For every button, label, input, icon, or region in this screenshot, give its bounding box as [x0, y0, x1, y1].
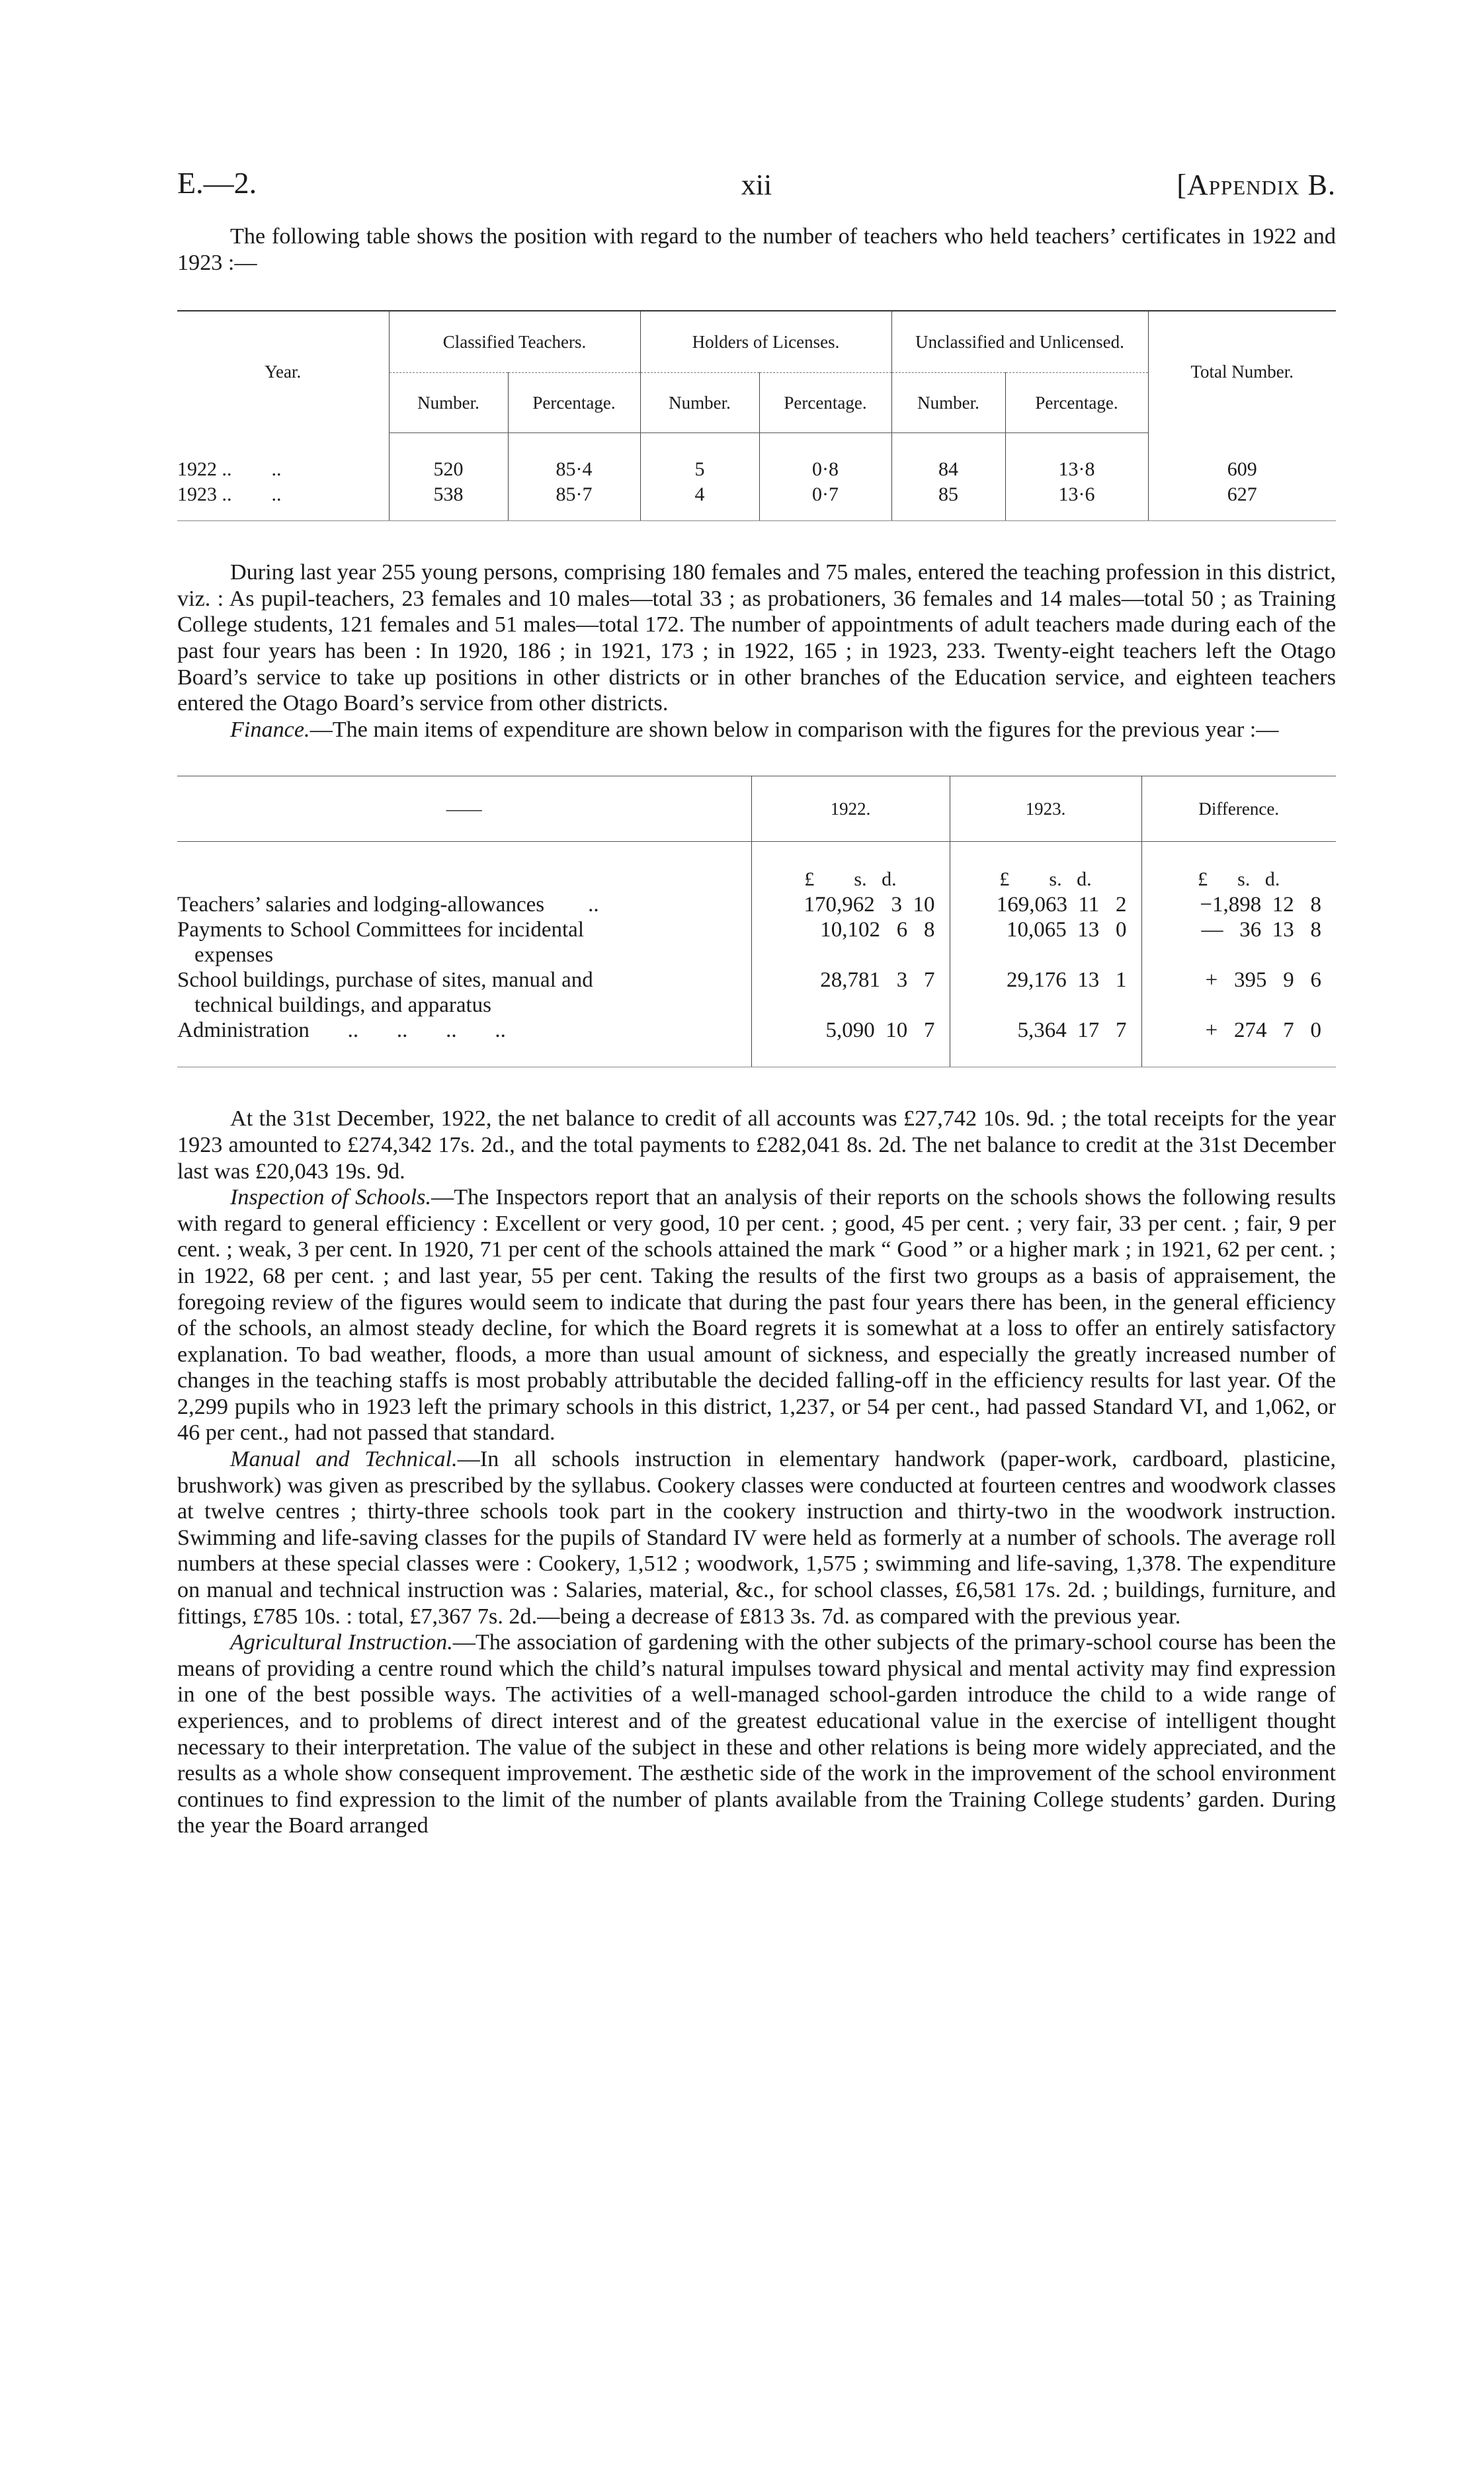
cell-unclassified-percentage: 13·8 [1005, 433, 1148, 483]
col-1923-header: 1923. [950, 776, 1141, 842]
cell-difference: — 36 13 8 [1141, 917, 1336, 967]
col-classified-header: Classified Teachers. [389, 311, 640, 373]
page-header [177, 165, 1336, 218]
table-row [177, 1018, 1336, 1067]
cell-difference: −1,898 12 8 [1141, 892, 1336, 917]
unit-1923: £ s. d. [950, 842, 1141, 893]
inspection-heading: Inspection of Schools. [230, 1185, 432, 1210]
cell-difference: + 274 7 0 [1141, 1018, 1336, 1067]
row-item: Administration .. .. .. .. [177, 1018, 751, 1067]
cell-unclassified-number: 84 [891, 433, 1005, 483]
unit-difference: £ s. d. [1141, 842, 1336, 893]
finance-intro [177, 717, 1336, 743]
cell-total: 609 [1148, 433, 1336, 483]
cell-classified-percentage: 85·4 [508, 433, 640, 483]
agricultural-heading: Agricultural Instruction. [230, 1630, 453, 1655]
sub-percentage-header: Percentage. [508, 373, 640, 433]
cell-total: 627 [1148, 482, 1336, 521]
diff-sign: — [1201, 918, 1223, 942]
header-appendix: [Appendix B. [1176, 169, 1336, 201]
sub-percentage-header: Percentage. [1005, 373, 1148, 433]
manual-heading: Manual and Technical. [230, 1447, 458, 1472]
row-year: 1922 .. .. [177, 458, 282, 480]
row-year: 1923 .. .. [177, 482, 389, 521]
cell-holders-number: 5 [640, 433, 759, 483]
cell-1923: 10,065 13 0 [950, 917, 1141, 967]
col-total-header: Total Number. [1148, 311, 1336, 433]
col-unclassified-header: Unclassified and Unlicensed. [891, 311, 1148, 373]
units-row [177, 842, 1336, 893]
col-1922-header: 1922. [751, 776, 950, 842]
diff-sign: + [1205, 968, 1218, 993]
inspection-paragraph: Inspection of Schools.—The Inspectors report that an analysis of their reports on the schools shows the following results with regard to general efficiency : Excellent or very good, 10 per cent. ; good, 45 per cent. ; very fair, 33 per cent. ; fair, 9 per cent. ; weak, 3 per cent. In 1920, 71 per cent of the schools attained the mark “ Good ” or a higher mark ; in 1921, 62 per cent. ; in 1922, 68 per cent. ; and last year, 55 per cent. Taking the results of the first two groups as a basis of appraisement, the foregoing review of the figures would seem to indicate that during the past four years there has been, in the general efficiency of the schools, an almost steady decline, for which the Board regrets it is somewhat at a loss to offer an entirely satisfactory explanation. To bad weather, floods, a more than usual amount of sickness, and especially the greatly increased number of changes in the teaching staffs is most probably attributable the decided falling-off in the efficiency results for last year. Of the 2,299 pupils who in 1923 left the primary schools in this district, 1,237, or 54 per cent., had passed Standard VI, and 1,062, or 46 per cent., had not passed that standard. [177, 1185, 1336, 1446]
table-row [177, 967, 1336, 1018]
teachers-table [177, 310, 1336, 521]
cell-classified-percentage: 85·7 [508, 482, 640, 521]
page-number: xii [741, 169, 772, 201]
document-page [177, 165, 1336, 1839]
row-item: Payments to School Committees for incidental expenses [177, 918, 584, 967]
diff-sign: − [1200, 893, 1212, 917]
finance-heading: Finance. [230, 717, 310, 742]
cell-holders-number: 4 [640, 482, 759, 521]
teachers-paragraph: During last year 255 young persons, comprising 180 females and 75 males, entered the teaching profession in this district, viz. : As pupil-teachers, 23 females and 10 males—total 33 ; as probationers, 36 females and 14 males—total 50 ; as Training College students, 121 females and 51 males—total 172. The number of appointments of adult teachers made during each of the past four years has been : In 1920, 186 ; in 1921, 173 ; in 1922, 165 ; in 1923, 233. Twenty-eight teachers left the Otago Board’s service to take up positions in other districts or in other branches of the Education service, and eighteen teachers entered the Otago Board’s service from other districts. [177, 560, 1336, 716]
cell-1923: 29,176 13 1 [950, 967, 1141, 1018]
unit-1922: £ s. d. [751, 842, 950, 893]
table-row [177, 892, 1336, 917]
table-row [177, 433, 1336, 483]
cell-1922: 170,962 3 10 [751, 892, 950, 917]
table-row [177, 482, 1336, 521]
cell-holders-percentage: 0·8 [759, 433, 891, 483]
table-row [177, 917, 1336, 967]
col-year-header: Year. [177, 311, 389, 433]
cell-1922: 28,781 3 7 [751, 967, 950, 1018]
manual-paragraph: Manual and Technical.—In all schools instruction in elementary handwork (paper-work, cardboard, plasticine, brushwork) was given as prescribed by the syllabus. Cookery classes were conducted at fourteen centres and woodwork classes at twelve centres ; thirty-three schools took part in the cookery instruction and thirty-two in the woodwork instruction. Swimming and life-saving classes for the pupils of Standard IV were held as formerly at a number of schools. The average roll numbers at these special classes were : Cookery, 1,512 ; woodwork, 1,575 ; swimming and life-saving, 1,378. The expenditure on manual and technical instruction was : Salaries, material, &c., for school classes, £6,581 17s. 2d. ; buildings, furniture, and fittings, £785 10s. : total, £7,367 7s. 2d.—being a decrease of £813 3s. 7d. as compared with the previous year. [177, 1447, 1336, 1629]
finance-table [177, 776, 1336, 1067]
cell-classified-number: 538 [389, 482, 508, 521]
cell-unclassified-number: 85 [891, 482, 1005, 521]
balance-paragraph: At the 31st December, 1922, the net balance to credit of all accounts was £27,742 10s. 9d. ; the total receipts for the year 1923 amounted to £274,342 17s. 2d., and the total payments to £282,041 8s. 2d. The net balance to credit at the 31st December last was £20,043 19s. 9d. [177, 1106, 1336, 1184]
sub-number-header: Number. [891, 373, 1005, 433]
cell-1923: 5,364 17 7 [950, 1018, 1141, 1067]
row-item: School buildings, purchase of sites, manual and technical buildings, and apparatus [177, 968, 593, 1018]
row-item: Teachers’ salaries and lodging-allowances .. [177, 893, 599, 917]
cell-1922: 5,090 10 7 [751, 1018, 950, 1067]
finance-intro-text: —The main items of expenditure are shown below in comparison with the figures for the previous year :— [309, 717, 1279, 742]
header-reference: E.—2. [177, 166, 257, 200]
sub-number-header: Number. [640, 373, 759, 433]
cell-1923: 169,063 11 2 [950, 892, 1141, 917]
cell-holders-percentage: 0·7 [759, 482, 891, 521]
col-difference-header: Difference. [1141, 776, 1336, 842]
diff-sign: + [1205, 1018, 1218, 1043]
cell-unclassified-percentage: 13·6 [1005, 482, 1148, 521]
sub-number-header: Number. [389, 373, 508, 433]
cell-classified-number: 520 [389, 433, 508, 483]
col-item-header: —— [177, 776, 751, 842]
sub-percentage-header: Percentage. [759, 373, 891, 433]
cell-difference: + 395 9 6 [1141, 967, 1336, 1018]
agricultural-paragraph: Agricultural Instruction.—The association of gardening with the other subjects of the primary-school course has been the means of providing a centre round which the child’s natural impulses toward physical and mental activity may find expression in one of the best possible ways. The activities of a well-managed school-garden introduce the child to a wide range of experiences, and to problems of direct interest and of the greatest educational value in the exercise of intelligent thought necessary to their interpretation. The value of the subject in these and other relations is being more widely appreciated, and the results as a whole show consequent improvement. The æsthetic side of the work in the improvement of the school environment continues to find expression to the limit of the number of plants available from the Training College students’ garden. During the year the Board arranged [177, 1630, 1336, 1838]
cell-1922: 10,102 6 8 [751, 917, 950, 967]
teachers-intro: The following table shows the position with regard to the number of teachers who held teachers’ certificates in 1922 and 1923 :— [177, 224, 1336, 275]
col-holders-header: Holders of Licenses. [640, 311, 891, 373]
